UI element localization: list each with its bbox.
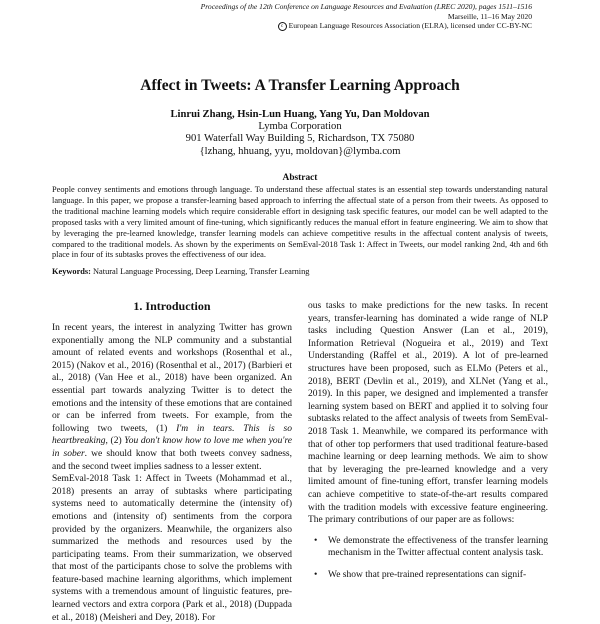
intro-paragraph-1: In recent years, the interest in analyzing Twitter has grown exponentially among the NLP community and a substantial amount of related events and workshops (Rosenthal et al., 2015) (Nakov et al., 2016) (Rosenthal et al., 2017) (Barbieri et al., 2018) (Van Hee et al., 2018) have been organized. An essential part towards analyzing Twitter is to detect the emotions and the intensity of these emotions that are contained or can be inferred from tweets. For example, from the following two tweets, (1) I'm in tears. This is so heartbreaking, (2) You don't know how to love me when you're in sober. we should know that both tweets convey sadness, and the second tweet implies sadness to a lesser extent. <box>52 323 293 472</box>
license-text: European Language Resources Association (ELRA), licensed under CC-BY-NC <box>288 21 532 31</box>
example-tweet-1: I'm in tears. This is so heartbreaking <box>52 423 292 447</box>
copyright-icon: c <box>278 22 287 31</box>
proceedings-license <box>132 21 532 31</box>
proceedings-header <box>132 2 532 31</box>
intro-paragraph-3: ous tasks to make predictions for the new tasks. In recent years, transfer-learning has dominated a wide range of NLP tasks including Question Answer (Lan et al., 2019), Information Retrieval (Nogueira et al., 2019) and Text Understanding (Raffel et al., 2019). A lot of pre-learned structures have been proposed, such as ELMo (Peters et al., 2018), BERT (Devlin et al., 2019), and XLNet (Yang et al., 2019). In this paper, we designed and implemented a transfer learning system based on BERT and applied it to solving four subtasks related to the affect analysis of tweets from SemEval-2018 Task 1. Meanwhile, we compared its performance with that of other top performers that used traditional feature-based machine learning or deep learning methods. We aim to show that by leveraging the pre-learned knowledge and a very limited amount of fine-tuning effort, transfer learning models can achieve competitive to state-of-the-art results compared with the tradition models with excessive feature engineering. The primary contributions of our paper are as follows: <box>308 301 548 526</box>
keywords-label: Keywords: <box>52 267 91 276</box>
keywords-line <box>52 267 548 276</box>
proceedings-citation: Proceedings of the 12th Conference on Language Resources and Evaluation (LREC 2020), pages 1511–1516 <box>200 2 532 11</box>
contribution-list <box>308 535 548 582</box>
abstract-text: People convey sentiments and emotions through language. To understand these affectual states is an essential step towards understanding natural language. In this paper, we propose a transfer-learning based approach to inferring the affectual state of a person from their tweets. As opposed to the traditional machine learning models which require considerable effort in designing task specific features, our model can be well adapted to the proposed tasks with a very limited amount of fine-tuning, which significantly reduces the manual effort in feature engineering. We aim to show that by leveraging the pre-learned knowledge, transfer learning models can achieve competitive results in the affectual content analysis of tweets, compared to the traditional models. As shown by the experiments on SemEval-2018 Task 1: Affect in Tweets, our model ranking 2nd, 4th and 6th place in four of its subtasks proves the effectiveness of our idea. <box>52 185 548 260</box>
left-column <box>52 322 292 624</box>
proceedings-location: Marseille, 11–16 May 2020 <box>447 11 532 21</box>
author-names: Linrui Zhang, Hsin-Lun Huang, Yang Yu, Dan Moldovan <box>170 109 430 120</box>
contribution-item: • We show that pre-trained representations can signif- <box>314 569 527 580</box>
bullet-icon: • <box>314 535 318 546</box>
intro-paragraph-2: SemEval-2018 Task 1: Affect in Tweets (Mohammad et al., 2018) presents an array of subtasks where participating systems need to automatically determine the (intensity of) emotions and (intensity of) sentiments from the corpora provided by the organizers. Meanwhile, the organizers also summarized the methods and resources used by the participating teams. From their summarization, we observed that most of the participants chose to solve the problems with feature-based machine learning algorithms, which implement systems with a tremendous amount of linguistic features, pre-learned vectors and extra corpora (Park et al., 2018) (Duppada et al., 2018) (Meisheri and Dey, 2018). For <box>52 474 292 623</box>
section-heading-introduction: 1. Introduction <box>133 299 211 313</box>
author-affiliation: Lymba Corporation <box>258 121 342 133</box>
abstract-heading: Abstract <box>282 173 318 183</box>
author-emails: {lzhang, hhuang, yyu, moldovan}@lymba.com <box>199 145 401 157</box>
bullet-icon: • <box>314 569 318 580</box>
keywords-list: Natural Language Processing, Deep Learning, Transfer Learning <box>93 267 310 276</box>
example-tweet-2: You don't know how to love me when you're in sober <box>52 436 293 459</box>
paper-title: Affect in Tweets: A Transfer Learning Approach <box>140 77 460 94</box>
author-address: 901 Waterfall Way Building 5, Richardson, TX 75080 <box>185 133 415 145</box>
right-column <box>308 300 548 590</box>
contribution-item: • We demonstrate the effectiveness of the transfer learning mechanism in the Twitter affectual content analysis task. <box>314 535 548 559</box>
author-block <box>0 109 600 158</box>
